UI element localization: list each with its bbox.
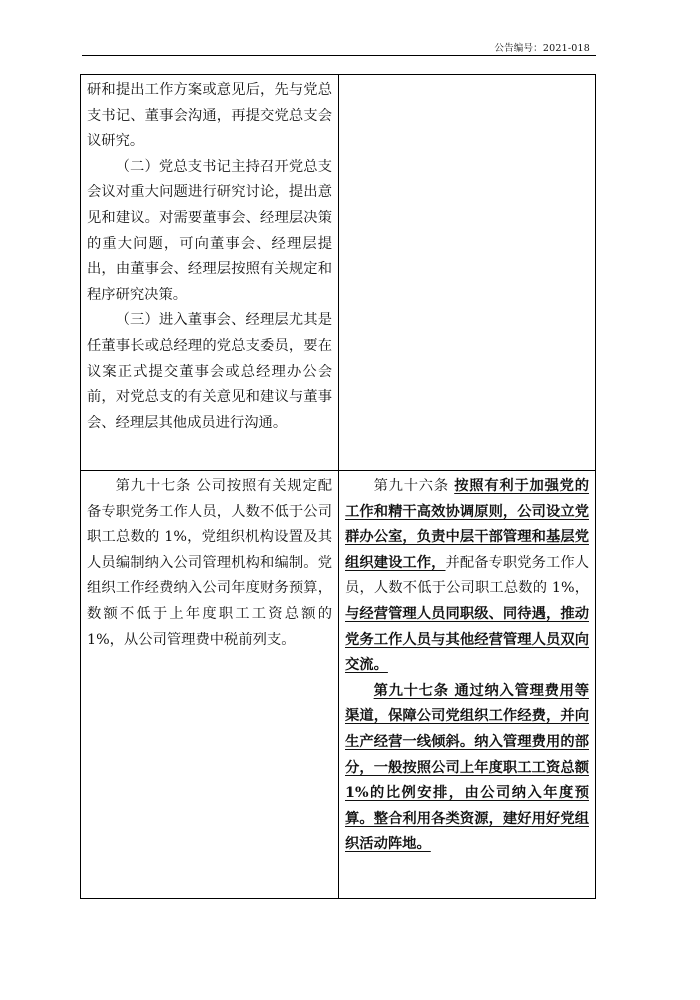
paragraph-item-2: （二）党总支书记主持召开党总支会议对重大问题进行研究讨论，提出意见和建议。对需要董事会、经理层决策的重大问题，可向董事会、经理层提出，由董事会、经理层按照有关规定和程序研究决策。 bbox=[87, 158, 332, 303]
added-text: 与经营管理人员同职级、同待遇，推动党务工作人员与其他经营管理人员双向交流。 bbox=[345, 605, 589, 674]
paragraph-continued: 研和提出工作方案或意见后，先与党总支书记、董事会沟通，再提交党总支会议研究。 bbox=[87, 82, 332, 150]
comparison-table bbox=[80, 74, 596, 899]
original-text-cell bbox=[81, 75, 339, 471]
added-text: 第九十七条 通过纳入管理费用等渠道，保障公司党组织工作经费，并向生产经营一线倾斜。纳入管理费用的部分，一般按照公司上年度职工工资总额1%的比例安排，由公司纳入年度预算。整合利用各类资源，建好用好党组织活动阵地。 bbox=[345, 682, 589, 853]
revised-text-cell bbox=[339, 75, 596, 471]
original-text-cell bbox=[81, 471, 339, 899]
retained-text: 并配备专职党务工作人员，人数不低于公司职工总数的 1%， bbox=[345, 554, 590, 597]
table-row bbox=[81, 75, 596, 471]
table-row bbox=[81, 471, 596, 899]
revised-text-cell bbox=[339, 471, 596, 899]
announcement-number: 公告编号：2021-018 bbox=[494, 43, 590, 54]
article-96-label: 第九十六条 bbox=[373, 478, 455, 494]
article-97-original: 第九十七条 公司按照有关规定配备专职党务工作人员，人数不低于公司职工总数的 1%，党组织机构设置及其人员编制纳入公司管理机构和编制。党组织工作经费纳入公司年度财务预算，数额不低于上年度职工工资总额的 1%，从公司管理费中税前列支。 bbox=[87, 478, 332, 648]
article-97-revised bbox=[345, 679, 589, 858]
article-96-revised bbox=[345, 474, 589, 679]
header-divider bbox=[82, 55, 596, 56]
added-text: 按照有利于加强党的工作和精干高效协调原则，公司设立党群办公室，负责中层干部管理和基层党组织建设工作， bbox=[345, 478, 590, 571]
paragraph-item-3: （三）进入董事会、经理层尤其是任董事长或总经理的党总支委员，要在议案正式提交董事会或总经理办公会前，对党总支的有关意见和建议与董事会、经理层其他成员进行沟通。 bbox=[87, 312, 332, 431]
